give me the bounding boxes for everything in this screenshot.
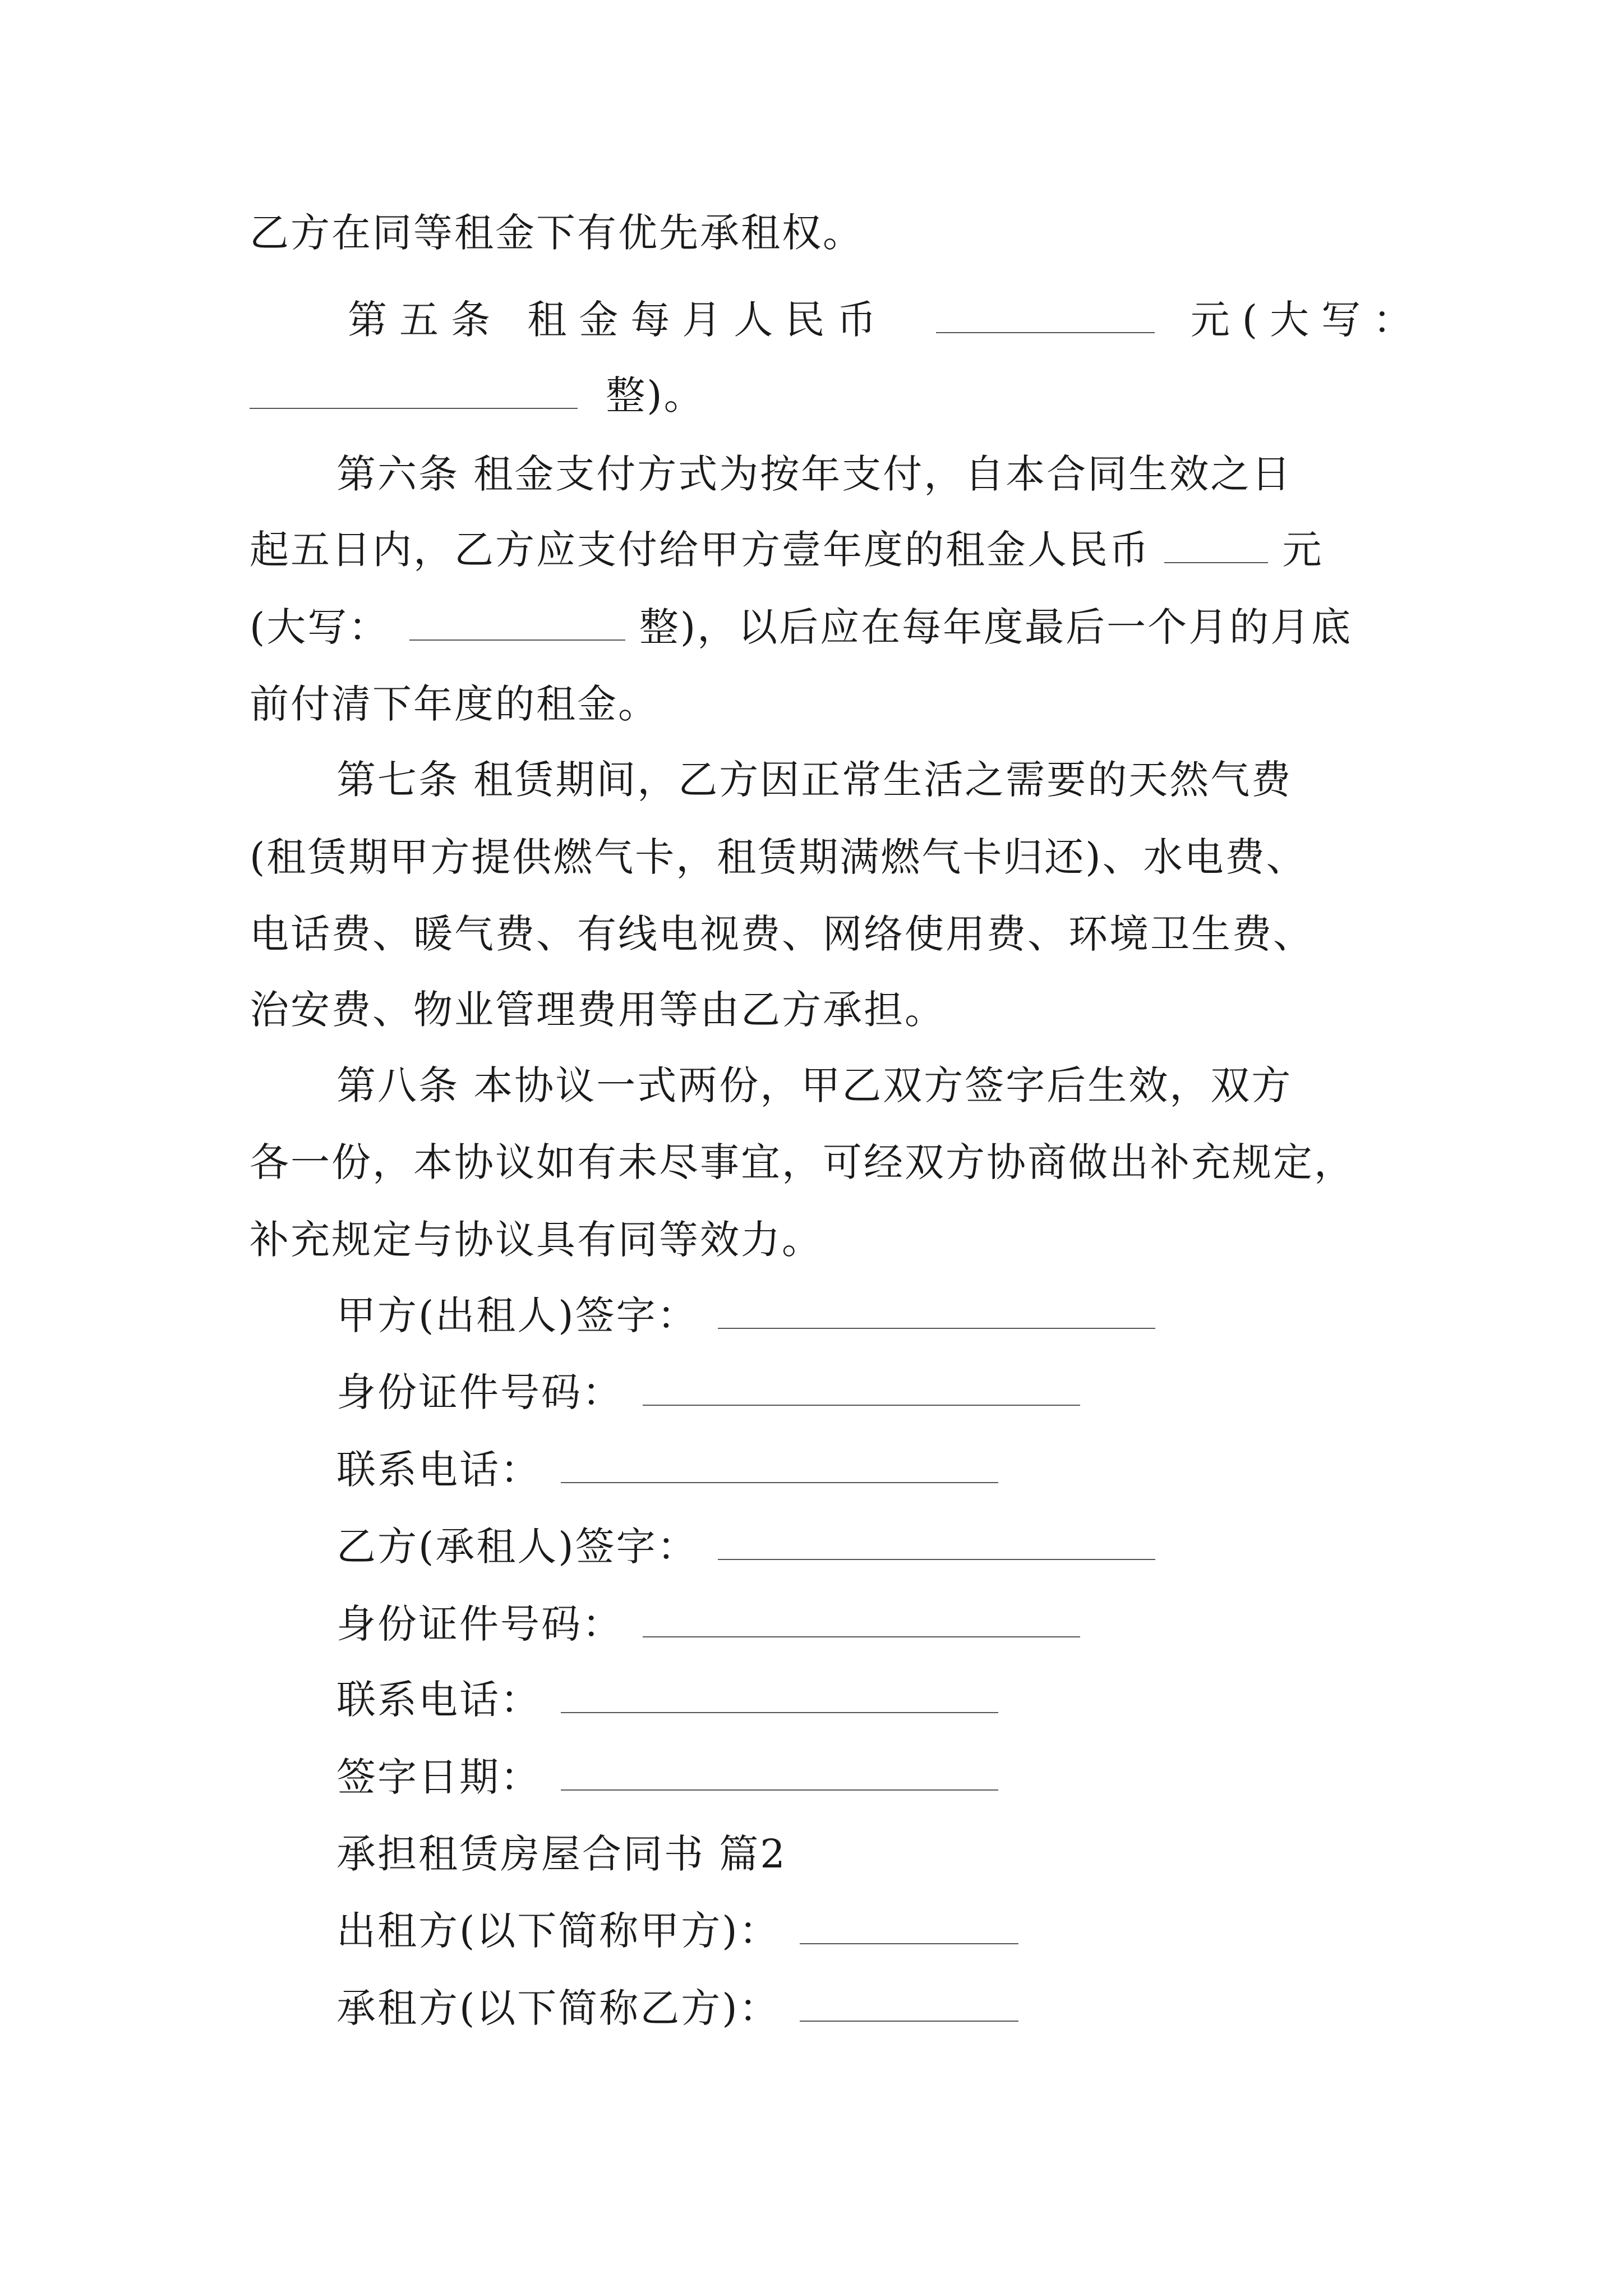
text: 承担租赁房屋合同书 篇2: [336, 1831, 787, 1877]
signature-party-a: [336, 1287, 1155, 1343]
signature-party-b: [336, 1519, 1155, 1575]
article-8-line-2: [250, 1134, 1355, 1190]
text: 元(大写：: [1190, 297, 1425, 343]
article-8-line-1: [336, 1057, 1292, 1114]
date-blank: [561, 1755, 998, 1791]
lessor-field: [336, 1903, 1018, 1959]
label: 身份证件号码：: [336, 1369, 623, 1415]
text: 第五条 租金每月人民币: [348, 297, 889, 343]
text: 电话费、暖气费、有线电视费、网络使用费、环境卫生费、: [250, 911, 1314, 957]
text: 元: [1282, 527, 1324, 573]
article-6-line-3: [250, 599, 1352, 655]
label: 身份证件号码：: [336, 1601, 623, 1647]
text: (租赁期甲方提供燃气卡，租赁期满燃气卡归还)、水电费、: [250, 834, 1307, 880]
article-7-line-4: [250, 982, 946, 1038]
label: 联系电话：: [336, 1447, 541, 1493]
article-8-line-3: [250, 1212, 823, 1268]
text: 各一份，本协议如有未尽事宜，可经双方协商做出补充规定，: [250, 1139, 1355, 1185]
text: 起五日内，乙方应支付给甲方壹年度的租金人民币: [250, 527, 1150, 573]
article-6-line-2: [250, 522, 1324, 578]
signature-blank: [718, 1293, 1155, 1329]
annual-rent-blank: [1164, 527, 1268, 563]
signing-date: [336, 1749, 998, 1805]
rent-amount-words-blank: [250, 373, 578, 409]
text: 第八条 本协议一式两份，甲乙双方签字后生效，双方: [336, 1062, 1293, 1108]
next-contract-title: [336, 1826, 787, 1882]
label: 承租方(以下简称乙方)：: [336, 1985, 780, 2031]
text: 乙方在同等租金下有优先承租权。: [250, 210, 864, 256]
article-5-line-2: [250, 367, 705, 424]
phone-party-b: [336, 1672, 998, 1728]
text: (大写：: [250, 604, 390, 650]
id-number-blank: [643, 1602, 1080, 1637]
phone-blank: [561, 1447, 998, 1483]
annual-rent-words-blank: [409, 605, 625, 641]
article-6-line-4: [250, 676, 659, 732]
text: 治安费、物业管理费用等由乙方承担。: [250, 987, 946, 1033]
phone-party-a: [336, 1442, 998, 1498]
label: 乙方(承租人)签字：: [336, 1524, 698, 1570]
text: 整)，以后应在每年度最后一个月的月底: [639, 604, 1353, 650]
id-number-party-a: [336, 1364, 1080, 1420]
phone-blank: [561, 1677, 998, 1713]
label: 出租方(以下简称甲方)：: [336, 1908, 780, 1954]
id-number-party-b: [336, 1596, 1080, 1652]
lessee-field: [336, 1980, 1018, 2036]
signature-blank: [718, 1524, 1155, 1560]
text: 整)。: [606, 372, 705, 418]
lessor-blank: [800, 1908, 1018, 1944]
article-7-line-2: [250, 829, 1307, 885]
label: 联系电话：: [336, 1677, 541, 1723]
text: 补充规定与协议具有同等效力。: [250, 1217, 823, 1263]
article-7-line-1: [336, 752, 1292, 808]
text: 第六条 租金支付方式为按年支付，自本合同生效之日: [336, 451, 1293, 497]
label: 甲方(出租人)签字：: [336, 1292, 698, 1338]
rent-amount-blank: [936, 297, 1155, 333]
paragraph-line: [250, 205, 864, 261]
text: 第七条 租赁期间，乙方因正常生活之需要的天然气费: [336, 757, 1293, 803]
text: 前付清下年度的租金。: [250, 681, 659, 727]
article-7-line-3: [250, 906, 1314, 962]
lessee-blank: [800, 1986, 1018, 2022]
label: 签字日期：: [336, 1754, 541, 1800]
article-6-line-1: [336, 446, 1292, 502]
id-number-blank: [643, 1370, 1080, 1406]
article-5-line-1: [348, 292, 1424, 348]
